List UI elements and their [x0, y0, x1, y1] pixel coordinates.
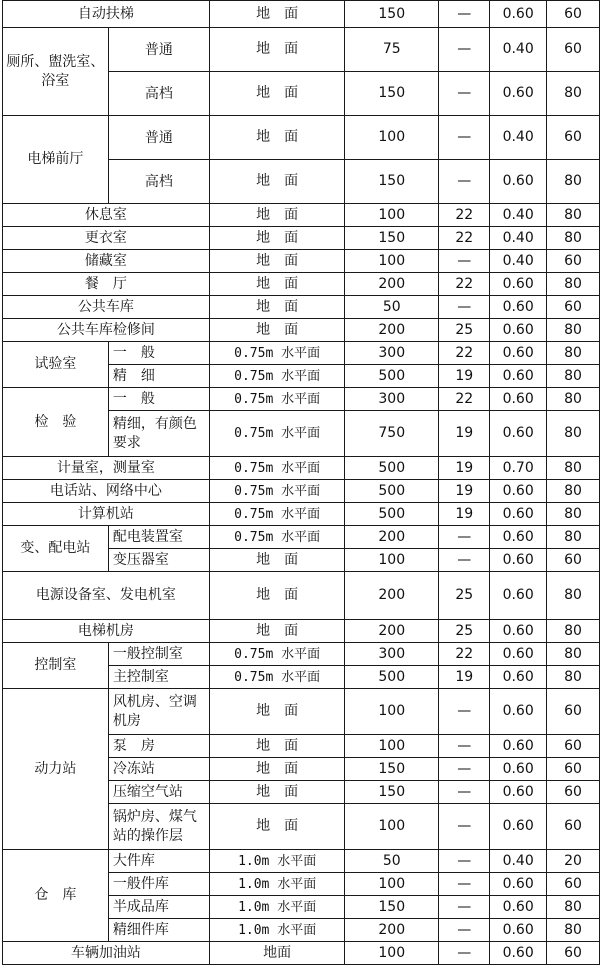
uniformity-value: 0.60 — [490, 643, 547, 666]
room-subtype: 变压器室 — [108, 549, 209, 572]
reference-plane: 地 面 — [209, 319, 345, 342]
room-subtype: 精细，有颜色要求 — [108, 411, 209, 457]
room-name: 车辆加油站 — [3, 942, 210, 965]
room-subtype: 精细件库 — [108, 919, 209, 942]
ugr-value: 19 — [439, 411, 490, 457]
ra-value: 60 — [546, 758, 599, 781]
ra-value: 60 — [546, 873, 599, 896]
table-row — [3, 1, 600, 28]
room-subtype: 精 细 — [108, 365, 209, 388]
ugr-value: — — [439, 526, 490, 549]
uniformity-value: 0.60 — [490, 1, 547, 28]
room-group-name: 动力站 — [3, 689, 109, 850]
reference-plane: 地 面 — [209, 116, 345, 160]
table-row — [3, 296, 600, 319]
room-subtype: 大件库 — [108, 850, 209, 873]
room-subtype: 高档 — [108, 160, 209, 204]
reference-plane: 地 面 — [209, 28, 345, 72]
reference-plane: 0.75m 水平面 — [209, 411, 345, 457]
illuminance-value: 500 — [345, 480, 439, 503]
room-group-name: 变、配电站 — [3, 526, 109, 572]
table-row — [3, 457, 600, 480]
uniformity-value: 0.70 — [490, 457, 547, 480]
ra-value: 80 — [546, 572, 599, 620]
table-row — [3, 643, 600, 666]
ugr-value: 19 — [439, 457, 490, 480]
room-name: 公共车库 — [3, 296, 210, 319]
reference-plane: 0.75m 水平面 — [209, 643, 345, 666]
uniformity-value: 0.60 — [490, 942, 547, 965]
reference-plane: 0.75m 水平面 — [209, 342, 345, 365]
reference-plane: 1.0m 水平面 — [209, 873, 345, 896]
table-row — [3, 942, 600, 965]
reference-plane: 地 面 — [209, 781, 345, 804]
table-row — [3, 319, 600, 342]
ugr-value: — — [439, 549, 490, 572]
room-subtype: 泵 房 — [108, 735, 209, 758]
room-subtype: 锅炉房、煤气站的操作层 — [108, 804, 209, 850]
ra-value: 80 — [546, 896, 599, 919]
standards-table-container — [2, 0, 600, 965]
ra-value: 80 — [546, 643, 599, 666]
room-subtype: 风机房、空调机房 — [108, 689, 209, 735]
table-row — [3, 204, 600, 227]
ra-value: 80 — [546, 227, 599, 250]
illuminance-value: 200 — [345, 572, 439, 620]
ugr-value: — — [439, 850, 490, 873]
uniformity-value: 0.60 — [490, 411, 547, 457]
table-row — [3, 388, 600, 411]
uniformity-value: 0.60 — [490, 273, 547, 296]
ugr-value: — — [439, 116, 490, 160]
illuminance-value: 150 — [345, 896, 439, 919]
ra-value: 80 — [546, 666, 599, 689]
reference-plane: 0.75m 水平面 — [209, 365, 345, 388]
illuminance-value: 100 — [345, 942, 439, 965]
reference-plane: 地 面 — [209, 204, 345, 227]
room-subtype: 一般控制室 — [108, 643, 209, 666]
illuminance-value: 150 — [345, 758, 439, 781]
illuminance-value: 200 — [345, 526, 439, 549]
reference-plane: 0.75m 水平面 — [209, 666, 345, 689]
uniformity-value: 0.60 — [490, 503, 547, 526]
ugr-value: 22 — [439, 342, 490, 365]
room-subtype: 高档 — [108, 72, 209, 116]
room-group-name: 控制室 — [3, 643, 109, 689]
ra-value: 60 — [546, 735, 599, 758]
ugr-value: — — [439, 28, 490, 72]
room-name: 计算机站 — [3, 503, 210, 526]
uniformity-value: 0.40 — [490, 250, 547, 273]
illuminance-value: 500 — [345, 666, 439, 689]
room-group-label: 厕所、盥洗室、浴室 — [6, 53, 105, 89]
uniformity-value: 0.60 — [490, 689, 547, 735]
ugr-value: — — [439, 296, 490, 319]
ugr-value: 22 — [439, 388, 490, 411]
ra-value: 80 — [546, 72, 599, 116]
uniformity-value: 0.60 — [490, 758, 547, 781]
uniformity-value: 0.60 — [490, 365, 547, 388]
room-name: 电源设备室、发电机室 — [3, 572, 210, 620]
ugr-value: — — [439, 160, 490, 204]
uniformity-value: 0.60 — [490, 919, 547, 942]
illuminance-value: 500 — [345, 365, 439, 388]
table-row — [3, 273, 600, 296]
ra-value: 80 — [546, 388, 599, 411]
reference-plane: 地 面 — [209, 160, 345, 204]
reference-plane: 1.0m 水平面 — [209, 850, 345, 873]
room-name: 餐 厅 — [3, 273, 210, 296]
ugr-value: — — [439, 250, 490, 273]
ugr-value: 19 — [439, 480, 490, 503]
reference-plane: 地 面 — [209, 1, 345, 28]
ra-value: 80 — [546, 365, 599, 388]
illuminance-value: 100 — [345, 549, 439, 572]
ugr-value: — — [439, 781, 490, 804]
illuminance-value: 300 — [345, 643, 439, 666]
table-row — [3, 689, 600, 735]
ra-value: 80 — [546, 919, 599, 942]
ra-value: 60 — [546, 804, 599, 850]
uniformity-value: 0.60 — [490, 781, 547, 804]
illuminance-value: 200 — [345, 919, 439, 942]
illuminance-value: 150 — [345, 781, 439, 804]
reference-plane: 地 面 — [209, 273, 345, 296]
illuminance-value: 150 — [345, 72, 439, 116]
illuminance-value: 300 — [345, 388, 439, 411]
uniformity-value: 0.60 — [490, 388, 547, 411]
uniformity-value: 0.60 — [490, 804, 547, 850]
room-name: 电话站、网络中心 — [3, 480, 210, 503]
illuminance-value: 100 — [345, 204, 439, 227]
room-subtype: 一 般 — [108, 342, 209, 365]
ra-value: 80 — [546, 411, 599, 457]
illuminance-value: 300 — [345, 342, 439, 365]
uniformity-value: 0.60 — [490, 896, 547, 919]
uniformity-value: 0.60 — [490, 319, 547, 342]
reference-plane: 地面 — [209, 942, 345, 965]
ugr-value: 19 — [439, 365, 490, 388]
reference-plane: 地 面 — [209, 758, 345, 781]
room-subtype: 一 般 — [108, 388, 209, 411]
room-subtype: 压缩空气站 — [108, 781, 209, 804]
uniformity-value: 0.60 — [490, 666, 547, 689]
ugr-value: — — [439, 72, 490, 116]
illuminance-value: 50 — [345, 296, 439, 319]
room-group-name: 仓 库 — [3, 850, 109, 942]
illuminance-value: 75 — [345, 28, 439, 72]
uniformity-value: 0.60 — [490, 342, 547, 365]
ugr-value: 22 — [439, 273, 490, 296]
room-name: 休息室 — [3, 204, 210, 227]
uniformity-value: 0.60 — [490, 480, 547, 503]
reference-plane: 地 面 — [209, 804, 345, 850]
illuminance-value: 200 — [345, 319, 439, 342]
ra-value: 80 — [546, 319, 599, 342]
table-row — [3, 850, 600, 873]
room-group-name: 试验室 — [3, 342, 109, 388]
ra-value: 60 — [546, 28, 599, 72]
room-name: 更衣室 — [3, 227, 210, 250]
ugr-value: — — [439, 896, 490, 919]
table-row — [3, 227, 600, 250]
ra-value: 60 — [546, 689, 599, 735]
ugr-value: — — [439, 873, 490, 896]
ra-value: 80 — [546, 503, 599, 526]
illuminance-value: 500 — [345, 503, 439, 526]
uniformity-value: 0.40 — [490, 116, 547, 160]
ugr-value: 19 — [439, 503, 490, 526]
ugr-value: — — [439, 735, 490, 758]
ra-value: 60 — [546, 549, 599, 572]
illuminance-value: 100 — [345, 250, 439, 273]
ugr-value: — — [439, 689, 490, 735]
ra-value: 60 — [546, 942, 599, 965]
ugr-value: 25 — [439, 572, 490, 620]
illuminance-value: 100 — [345, 735, 439, 758]
room-name: 公共车库检修间 — [3, 319, 210, 342]
ugr-value: — — [439, 942, 490, 965]
illuminance-value: 500 — [345, 457, 439, 480]
room-group-name: 电梯前厅 — [3, 116, 109, 204]
reference-plane: 地 面 — [209, 250, 345, 273]
ugr-value: — — [439, 804, 490, 850]
table-row — [3, 116, 600, 160]
table-row — [3, 503, 600, 526]
uniformity-value: 0.40 — [490, 28, 547, 72]
illuminance-value: 50 — [345, 850, 439, 873]
table-row — [3, 620, 600, 643]
ra-value: 80 — [546, 204, 599, 227]
uniformity-value: 0.40 — [490, 227, 547, 250]
room-subtype: 半成品库 — [108, 896, 209, 919]
room-subtype: 一般件库 — [108, 873, 209, 896]
reference-plane: 地 面 — [209, 549, 345, 572]
reference-plane: 地 面 — [209, 572, 345, 620]
ra-value: 60 — [546, 781, 599, 804]
ugr-value: 22 — [439, 643, 490, 666]
room-subtype: 冷冻站 — [108, 758, 209, 781]
reference-plane: 地 面 — [209, 227, 345, 250]
uniformity-value: 0.60 — [490, 873, 547, 896]
ugr-value: 25 — [439, 620, 490, 643]
ra-value: 80 — [546, 526, 599, 549]
reference-plane: 地 面 — [209, 689, 345, 735]
uniformity-value: 0.60 — [490, 620, 547, 643]
table-row — [3, 480, 600, 503]
ugr-value: — — [439, 758, 490, 781]
reference-plane: 地 面 — [209, 735, 345, 758]
room-name: 电梯机房 — [3, 620, 210, 643]
reference-plane: 地 面 — [209, 72, 345, 116]
illuminance-value: 150 — [345, 160, 439, 204]
ugr-value: 19 — [439, 666, 490, 689]
illuminance-standards-table — [2, 0, 600, 965]
reference-plane: 地 面 — [209, 620, 345, 643]
illuminance-value: 150 — [345, 1, 439, 28]
reference-plane: 0.75m 水平面 — [209, 503, 345, 526]
ugr-value: 22 — [439, 227, 490, 250]
ra-value: 60 — [546, 116, 599, 160]
reference-plane: 地 面 — [209, 296, 345, 319]
table-row — [3, 526, 600, 549]
room-subtype: 普通 — [108, 116, 209, 160]
uniformity-value: 0.40 — [490, 204, 547, 227]
ra-value: 80 — [546, 457, 599, 480]
illuminance-value: 100 — [345, 689, 439, 735]
table-row — [3, 250, 600, 273]
illuminance-value: 200 — [345, 273, 439, 296]
ugr-value: 22 — [439, 204, 490, 227]
uniformity-value: 0.60 — [490, 296, 547, 319]
illuminance-value: 100 — [345, 804, 439, 850]
reference-plane: 1.0m 水平面 — [209, 919, 345, 942]
reference-plane: 1.0m 水平面 — [209, 896, 345, 919]
uniformity-value: 0.60 — [490, 735, 547, 758]
ra-value: 60 — [546, 296, 599, 319]
room-group-name: 检 验 — [3, 388, 109, 457]
ra-value: 80 — [546, 620, 599, 643]
room-subtype: 主控制室 — [108, 666, 209, 689]
uniformity-value: 0.60 — [490, 72, 547, 116]
illuminance-value: 100 — [345, 873, 439, 896]
uniformity-value: 0.60 — [490, 549, 547, 572]
ugr-value: — — [439, 1, 490, 28]
room-name: 自动扶梯 — [3, 1, 210, 28]
room-name: 储藏室 — [3, 250, 210, 273]
reference-plane: 0.75m 水平面 — [209, 526, 345, 549]
reference-plane: 0.75m 水平面 — [209, 388, 345, 411]
ra-value: 80 — [546, 273, 599, 296]
uniformity-value: 0.60 — [490, 526, 547, 549]
ra-value: 80 — [546, 342, 599, 365]
room-group-name — [3, 28, 109, 116]
illuminance-value: 750 — [345, 411, 439, 457]
ra-value: 80 — [546, 480, 599, 503]
ra-value: 80 — [546, 160, 599, 204]
ugr-value: 25 — [439, 319, 490, 342]
ra-value: 60 — [546, 1, 599, 28]
uniformity-value: 0.60 — [490, 160, 547, 204]
ugr-value: — — [439, 919, 490, 942]
illuminance-value: 100 — [345, 116, 439, 160]
room-subtype: 配电装置室 — [108, 526, 209, 549]
table-row — [3, 572, 600, 620]
illuminance-value: 200 — [345, 620, 439, 643]
ra-value: 60 — [546, 250, 599, 273]
table-row — [3, 342, 600, 365]
illuminance-value: 150 — [345, 227, 439, 250]
reference-plane: 0.75m 水平面 — [209, 480, 345, 503]
table-row — [3, 28, 600, 72]
uniformity-value: 0.40 — [490, 850, 547, 873]
ra-value: 20 — [546, 850, 599, 873]
reference-plane: 0.75m 水平面 — [209, 457, 345, 480]
room-subtype: 普通 — [108, 28, 209, 72]
uniformity-value: 0.60 — [490, 572, 547, 620]
room-name: 计量室，测量室 — [3, 457, 210, 480]
